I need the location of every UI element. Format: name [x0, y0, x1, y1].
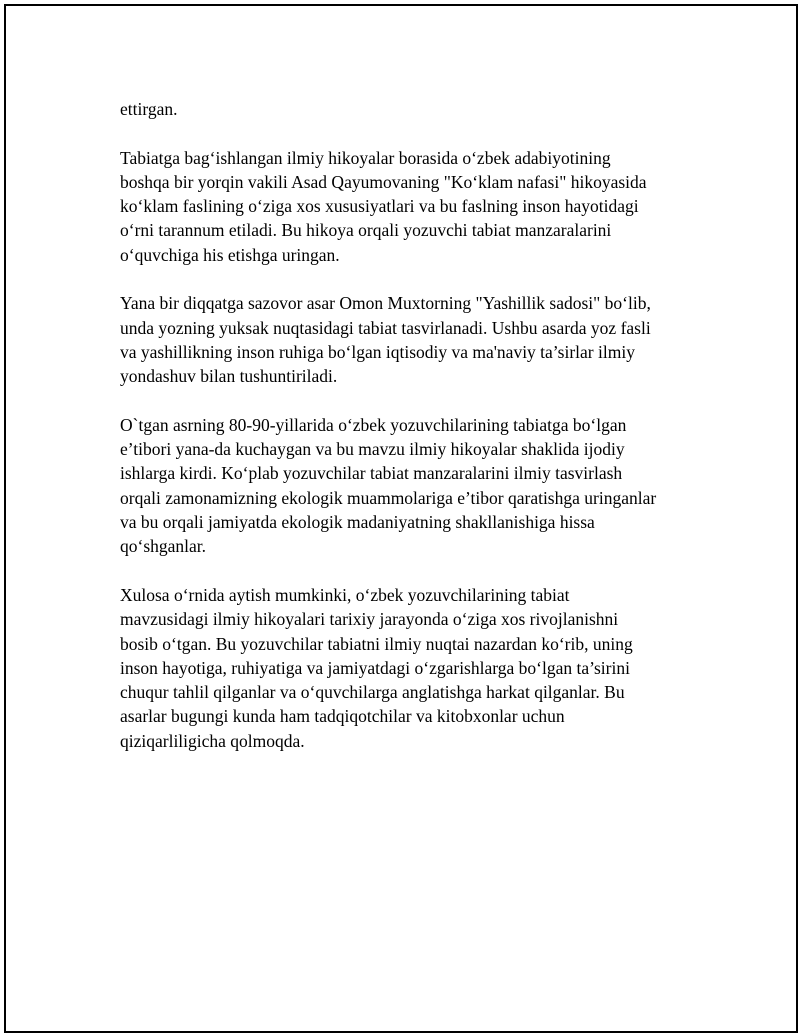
paragraph-yashillik-sadosi: Yana bir diqqatga sazovor asar Omon Muxtorning "Yashillik sadosi" bo‘lib, unda yozning yuksak nuqtasidagi tabiat tasvirlanadi. Ushbu asarda yoz fasli va yashillikning inson ruhiga bo‘lgan iqtisodiy va ma'naviy ta’sirlar ilmiy yondashuv bilan tushuntiriladi.	[120, 293, 651, 387]
document-body	[120, 97, 694, 777]
paragraph-continuation: ettirgan.	[120, 99, 178, 119]
paragraph-koklam-nafasi: Tabiatga bag‘ishlangan ilmiy hikoyalar borasida o‘zbek adabiyotining boshqa bir yorqin vakili Asad Qayumovaning "Ko‘klam nafasi" hikoyasida ko‘klam faslining o‘ziga xos xususiyatlari va bu faslning inson hayotidagi o‘rni tarannum etiladi. Bu hikoya orqali yozuvchi tabiat manzaralarini o‘quvchiga his etishga uringan.	[120, 147, 647, 265]
document-page	[4, 4, 798, 1033]
paragraph-80-90-years: O`tgan asrning 80-90-yillarida o‘zbek yozuvchilarining tabiatga bo‘lgan e’tibori yana-da kuchaygan va bu mavzu ilmiy hikoyalar shaklida ijodiy ishlarga kirdi. Ko‘plab yozuvchilar tabiat manzaralarini ilmiy tasvirlash orqali zamonamizning ekologik muammolariga e’tibor qaratishga uringanlar va bu orqali jamiyatda ekologik madaniyatning shakllanishiga hissa qo‘shganlar.	[120, 414, 657, 557]
paragraph-conclusion: Xulosa o‘rnida aytish mumkinki, o‘zbek yozuvchilarining tabiat mavzusidagi ilmiy hikoyalari tarixiy jarayonda o‘ziga xos rivojlanishni bosib o‘tgan. Bu yozuvchilar tabiatni ilmiy nuqtai nazardan ko‘rib, uning inson hayotiga, ruhiyatiga va jamiyatdagi o‘zgarishlarga bo‘lgan ta’sirini chuqur tahlil qilganlar va o‘quvchilarga anglatishga harkat qilganlar. Bu asarlar bugungi kunda ham tadqiqotchilar va kitobxonlar uchun qiziqarliligicha qolmoqda.	[120, 584, 633, 751]
